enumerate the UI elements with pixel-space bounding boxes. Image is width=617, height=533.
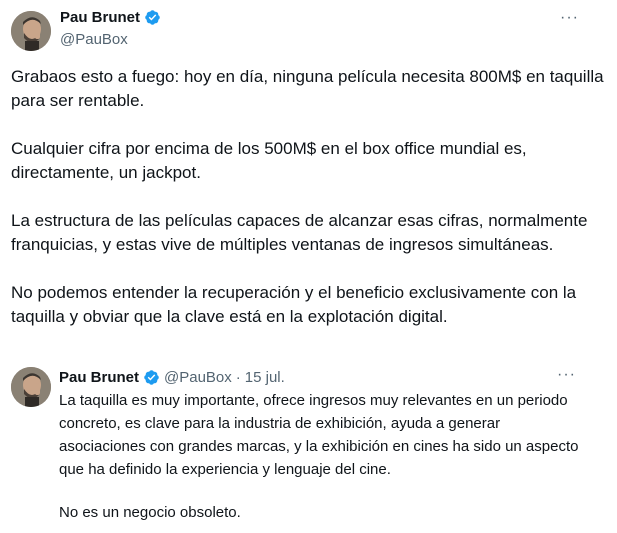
avatar-image xyxy=(11,367,51,407)
quoted-more-options-icon[interactable]: ··· xyxy=(557,366,576,383)
separator-dot: · xyxy=(235,369,241,386)
quoted-paragraph: No es un negocio obsoleto. xyxy=(59,504,241,521)
quoted-tweet-text xyxy=(59,389,579,524)
verified-badge-icon xyxy=(144,9,161,26)
author-handle[interactable]: @PauBox xyxy=(60,31,128,48)
tweet-paragraph: Grabaos esto a fuego: hoy en día, ninguna película necesita 800M$ en taquilla para ser rentable. xyxy=(11,67,604,110)
verified-badge-icon xyxy=(143,369,160,386)
avatar-image xyxy=(11,11,51,51)
quoted-author-row xyxy=(59,369,285,386)
quoted-paragraph: La taquilla es muy importante, ofrece ingresos muy relevantes en un periodo concreto, es clave para la industria de exhibición, ayuda a generar asociaciones con grandes marcas, y la exhibición en cines ha sido un aspecto que ha definido la experiencia y lenguaje del cine. xyxy=(59,392,579,478)
quoted-display-name[interactable]: Pau Brunet xyxy=(59,369,140,386)
author-name-row xyxy=(60,9,161,26)
quoted-timestamp[interactable]: 15 jul. xyxy=(244,369,285,386)
quoted-avatar[interactable] xyxy=(11,367,51,407)
more-options-icon[interactable]: ··· xyxy=(560,9,579,26)
author-display-name[interactable]: Pau Brunet xyxy=(60,9,141,26)
tweet-text xyxy=(11,65,607,329)
avatar[interactable] xyxy=(11,11,51,51)
quoted-handle[interactable]: @PauBox xyxy=(164,369,232,386)
tweet-paragraph: No podemos entender la recuperación y el beneficio exclusivamente con la taquilla y obviar que la clave está en la explotación digital. xyxy=(11,283,577,326)
tweet-paragraph: Cualquier cifra por encima de los 500M$ en el box office mundial es, directamente, un jackpot. xyxy=(11,139,527,182)
tweet-paragraph: La estructura de las películas capaces de alcanzar esas cifras, normalmente franquicias, y estas vive de múltiples ventanas de ingresos simultáneas. xyxy=(11,211,588,254)
